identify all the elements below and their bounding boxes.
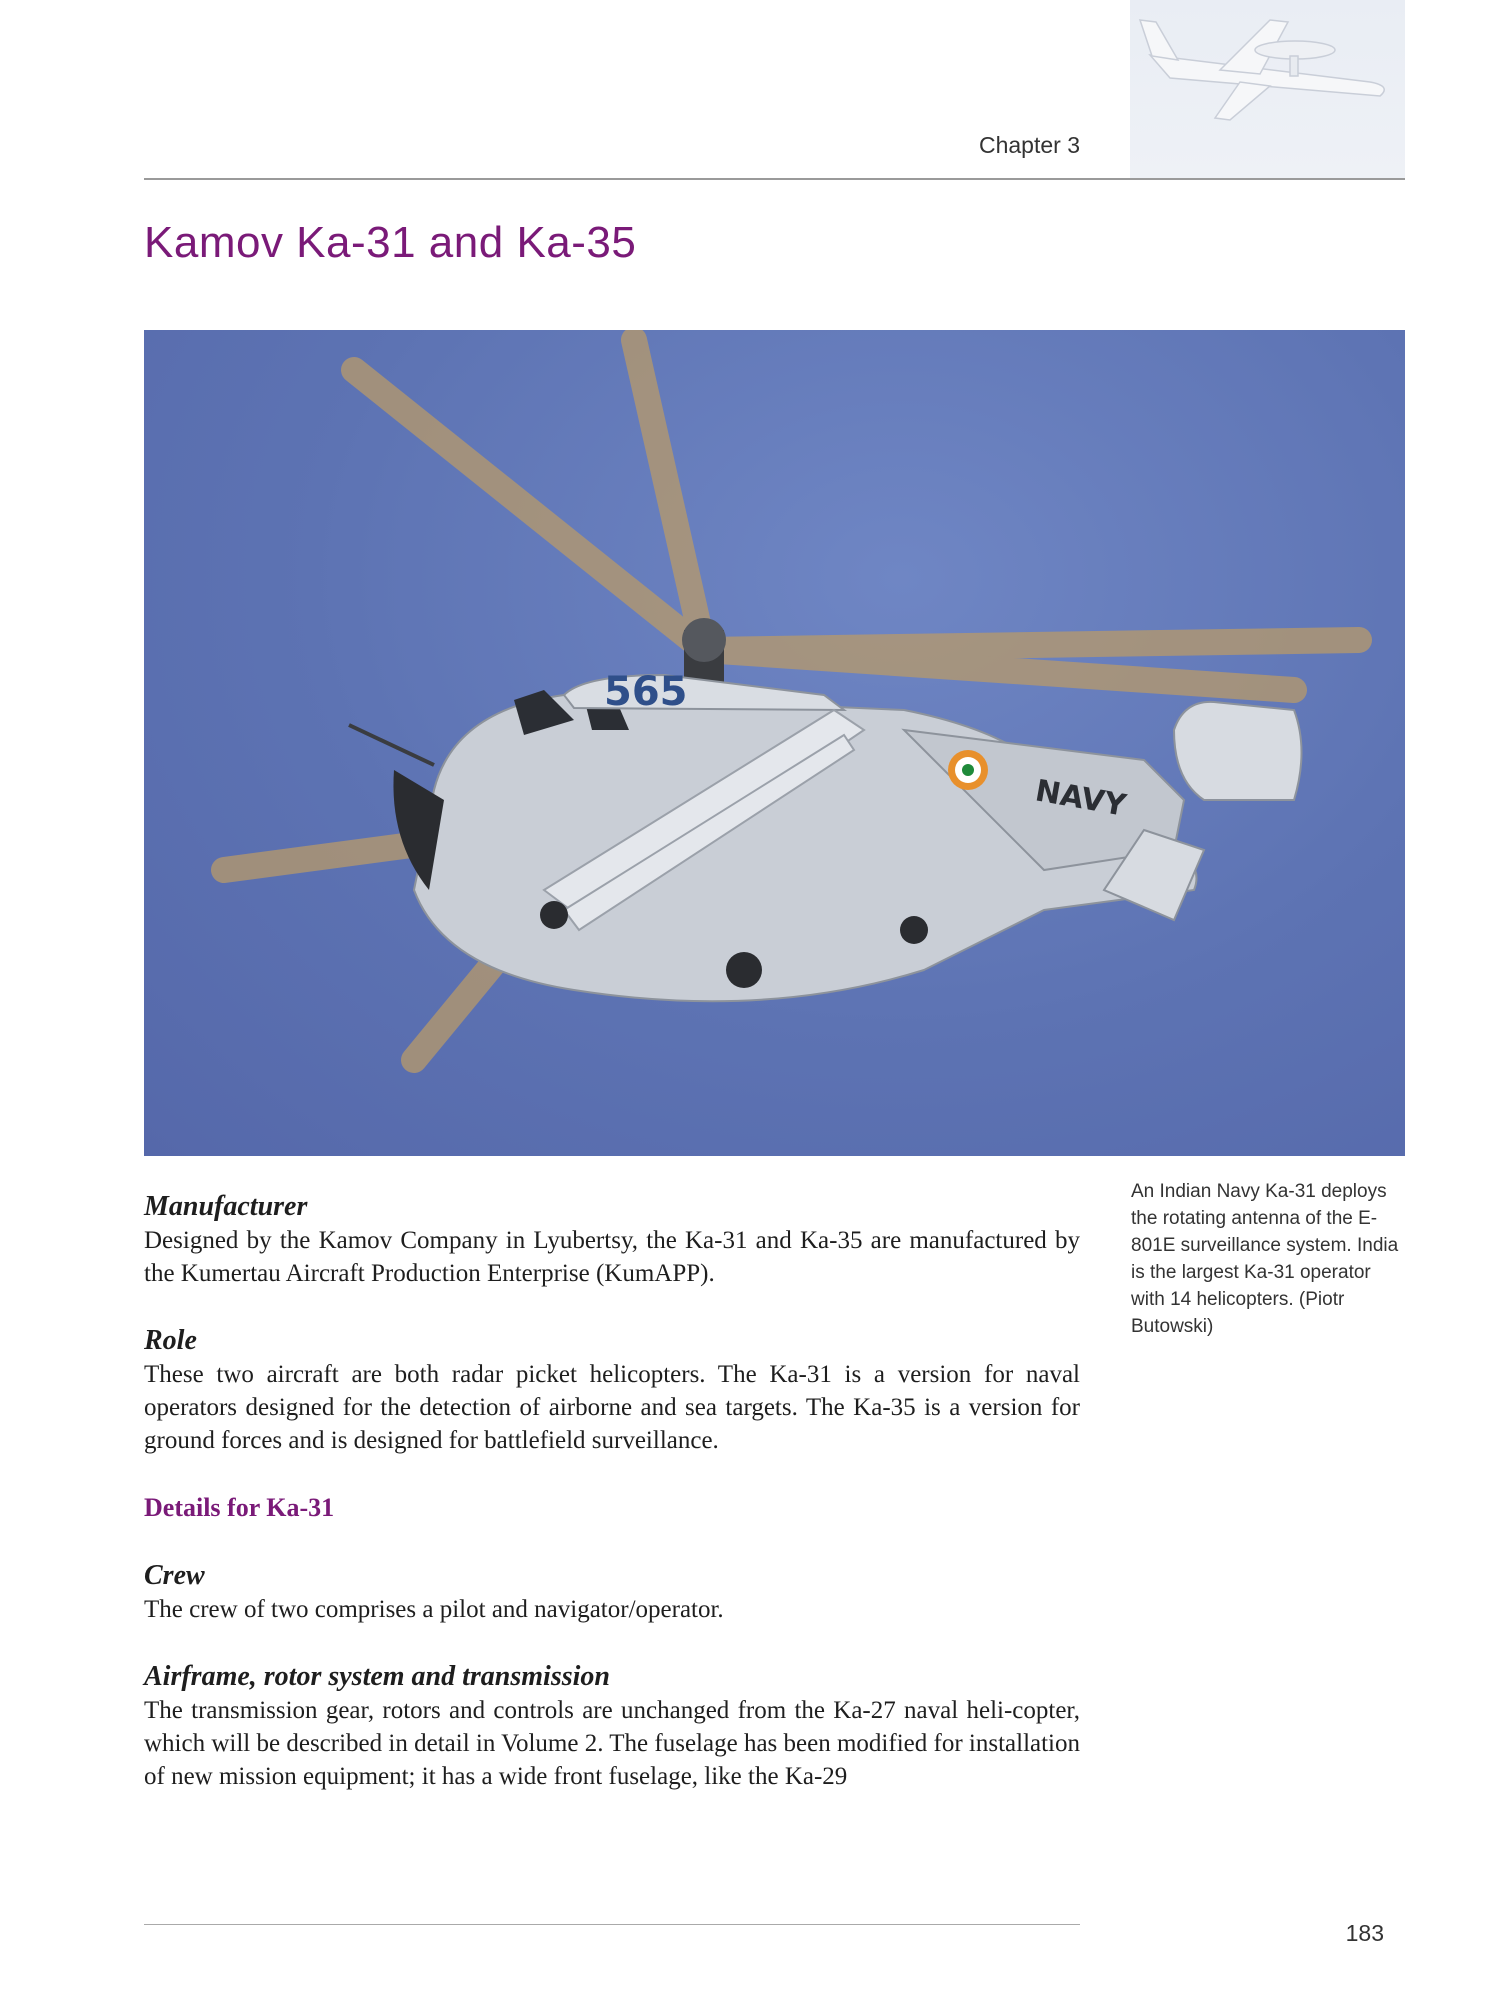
page-number: 183 (1345, 1920, 1384, 1946)
spacer (144, 1290, 1080, 1324)
spacer (144, 1457, 1080, 1491)
crew-text: The crew of two comprises a pilot and navigator/operator. (144, 1596, 724, 1623)
hull-number: 565 (604, 669, 688, 715)
page-title: Kamov Ka-31 and Ka-35 (144, 218, 637, 267)
body-text (144, 1190, 1080, 1793)
spacer (144, 1626, 1080, 1660)
crew-heading: Crew (144, 1560, 205, 1591)
chapter-label: Chapter 3 (978, 132, 1080, 158)
manufacturer-text: Designed by the Kamov Company in Lyubertsy, the Ka-31 and Ka-35 are manufactured by the Kumertau Aircraft Production Enterprise (KumAPP). (144, 1227, 1080, 1287)
airframe-text: The transmission gear, rotors and controls are unchanged from the Ka-27 naval heli-copter, which will be described in detail in Volume 2. The fuselage has been modified for installation of new mission equipment; it has a wide front fuselage, like the Ka-29 (144, 1697, 1080, 1790)
role-heading: Role (144, 1325, 197, 1356)
chapter-thumbnail (1130, 0, 1405, 178)
helicopter-icon (144, 330, 1405, 1156)
role-text: These two aircraft are both radar picket helicopters. The Ka-31 is a version for naval operators designed for the detection of airborne and sea targets. The Ka-35 is a version for ground forces and is designed for battlefield surveillance. (144, 1361, 1080, 1454)
helicopter-photo (144, 330, 1405, 1156)
fuselage-marking: NAVY (1032, 773, 1129, 824)
manufacturer-heading: Manufacturer (144, 1191, 308, 1222)
spacer (144, 1525, 1080, 1559)
footer-divider (144, 1924, 1080, 1925)
airframe-heading: Airframe, rotor system and transmission (144, 1661, 610, 1692)
aircraft-awacs-icon (1130, 0, 1405, 178)
header-divider (144, 178, 1405, 180)
details-heading: Details for Ka-31 (144, 1493, 335, 1522)
photo-caption: An Indian Navy Ka-31 deploys the rotating antenna of the E-801E surveillance system. India is the largest Ka-31 operator with 14 helicopters. (Piotr Butowski) (1131, 1181, 1399, 1337)
